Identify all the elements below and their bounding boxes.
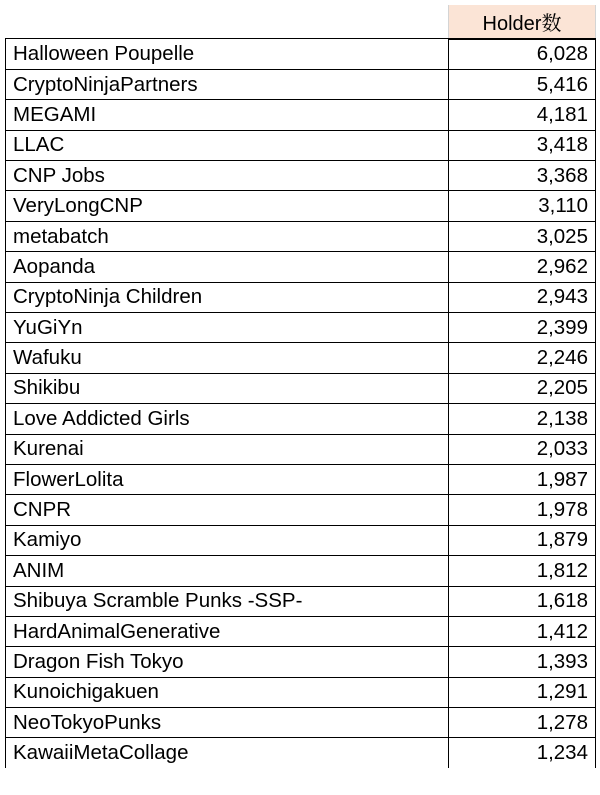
table-row [6, 313, 596, 343]
holder-count-cell[interactable]: 2,205 [449, 373, 596, 403]
collection-name-cell[interactable]: NeoTokyoPunks [6, 708, 449, 738]
table-row [6, 647, 596, 677]
table-row [6, 434, 596, 464]
collection-name-cell[interactable]: Kunoichigakuen [6, 677, 449, 707]
header-row [6, 5, 596, 39]
table-row [6, 282, 596, 312]
table-row [6, 343, 596, 373]
holder-count-cell[interactable]: 3,368 [449, 161, 596, 191]
table-row [6, 100, 596, 130]
table-row [6, 161, 596, 191]
holder-count-cell[interactable]: 3,110 [449, 191, 596, 221]
holder-count-cell[interactable]: 1,618 [449, 586, 596, 616]
holder-count-cell[interactable]: 6,028 [449, 39, 596, 70]
table-row [6, 191, 596, 221]
collection-name-cell[interactable]: VeryLongCNP [6, 191, 449, 221]
collection-name-cell[interactable]: CryptoNinja Children [6, 282, 449, 312]
table-row [6, 586, 596, 616]
collection-name-cell[interactable]: Aopanda [6, 252, 449, 282]
table-row [6, 495, 596, 525]
holder-count-cell[interactable]: 2,033 [449, 434, 596, 464]
holder-table [5, 5, 596, 768]
holder-count-cell[interactable]: 2,943 [449, 282, 596, 312]
collection-name-cell[interactable]: metabatch [6, 221, 449, 251]
holder-count-cell[interactable]: 1,291 [449, 677, 596, 707]
holder-count-cell[interactable]: 2,138 [449, 404, 596, 434]
holder-count-cell[interactable]: 4,181 [449, 100, 596, 130]
holder-count-cell[interactable]: 2,962 [449, 252, 596, 282]
table-row [6, 373, 596, 403]
holder-count-cell[interactable]: 1,812 [449, 556, 596, 586]
collection-name-cell[interactable]: CNPR [6, 495, 449, 525]
table-row [6, 69, 596, 99]
table-row [6, 252, 596, 282]
collection-name-cell[interactable]: MEGAMI [6, 100, 449, 130]
table-row [6, 708, 596, 738]
table-row [6, 738, 596, 768]
holder-count-header[interactable]: Holder数 [449, 5, 596, 39]
holder-count-cell[interactable]: 1,412 [449, 616, 596, 646]
collection-name-cell[interactable]: Shibuya Scramble Punks -SSP- [6, 586, 449, 616]
collection-name-cell[interactable]: Shikibu [6, 373, 449, 403]
collection-name-cell[interactable]: Dragon Fish Tokyo [6, 647, 449, 677]
collection-name-cell[interactable]: Halloween Poupelle [6, 39, 449, 70]
table-row [6, 221, 596, 251]
collection-name-cell[interactable]: CryptoNinjaPartners [6, 69, 449, 99]
holder-count-cell[interactable]: 3,418 [449, 130, 596, 160]
collection-name-cell[interactable]: KawaiiMetaCollage [6, 738, 449, 768]
table-row [6, 556, 596, 586]
collection-name-cell[interactable]: FlowerLolita [6, 464, 449, 494]
collection-name-cell[interactable]: CNP Jobs [6, 161, 449, 191]
table-row [6, 130, 596, 160]
holder-count-cell[interactable]: 1,393 [449, 647, 596, 677]
collection-name-cell[interactable]: Wafuku [6, 343, 449, 373]
holder-count-cell[interactable]: 1,879 [449, 525, 596, 555]
table-row [6, 677, 596, 707]
table-row [6, 525, 596, 555]
holder-count-cell[interactable]: 2,399 [449, 313, 596, 343]
collection-name-cell[interactable]: Kurenai [6, 434, 449, 464]
collection-name-cell[interactable]: Kamiyo [6, 525, 449, 555]
holder-count-cell[interactable]: 3,025 [449, 221, 596, 251]
holder-count-cell[interactable]: 1,978 [449, 495, 596, 525]
holder-count-cell[interactable]: 1,987 [449, 464, 596, 494]
table-row [6, 39, 596, 70]
holder-count-cell[interactable]: 1,234 [449, 738, 596, 768]
collection-name-cell[interactable]: LLAC [6, 130, 449, 160]
table-row [6, 404, 596, 434]
table-row [6, 464, 596, 494]
collection-name-cell[interactable]: Love Addicted Girls [6, 404, 449, 434]
header-blank-cell[interactable] [6, 5, 449, 39]
table-body [6, 39, 596, 768]
holder-count-cell[interactable]: 1,278 [449, 708, 596, 738]
collection-name-cell[interactable]: ANIM [6, 556, 449, 586]
table-row [6, 616, 596, 646]
holder-count-cell[interactable]: 5,416 [449, 69, 596, 99]
holder-count-cell[interactable]: 2,246 [449, 343, 596, 373]
collection-name-cell[interactable]: HardAnimalGenerative [6, 616, 449, 646]
collection-name-cell[interactable]: YuGiYn [6, 313, 449, 343]
